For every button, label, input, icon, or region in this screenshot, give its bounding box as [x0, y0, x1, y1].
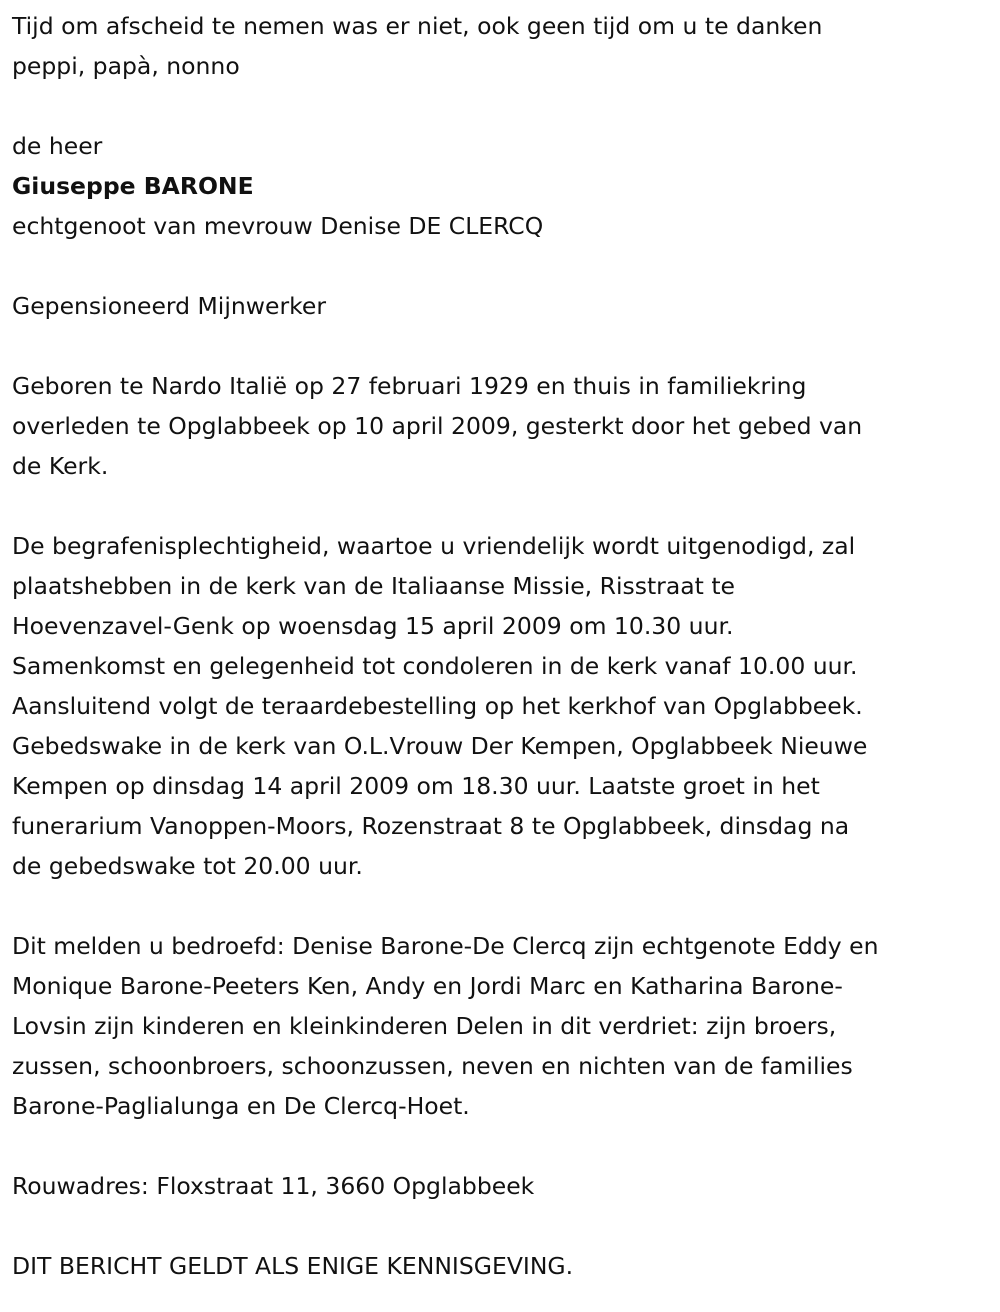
spouse-line: echtgenoot van mevrouw Denise DE CLERCQ [12, 212, 544, 240]
salutation: de heer [12, 132, 103, 160]
text-line: Aansluitend volgt de teraardebestelling op het kerkhof van Opglabbeek. [12, 692, 863, 720]
text-line: De begrafenisplechtigheid, waartoe u vriendelijk wordt uitgenodigd, zal [12, 532, 856, 560]
text-line: Kempen op dinsdag 14 april 2009 om 18.30 uur. Laatste groet in het [12, 772, 820, 800]
text-line: Monique Barone-Peeters Ken, Andy en Jordi Marc en Katharina Barone- [12, 972, 843, 1000]
text-line: Tijd om afscheid te nemen was er niet, ook geen tijd om u te danken [12, 12, 823, 40]
text-line: Hoevenzavel-Genk op woensdag 15 april 2009 om 10.30 uur. [12, 612, 734, 640]
obituary-document [12, 6, 1000, 1286]
family-paragraph [12, 926, 1000, 1126]
mourning-address: Rouwadres: Floxstraat 11, 3660 Opglabbeek [12, 1172, 535, 1200]
text-line: plaatshebben in de kerk van de Italiaanse Missie, Risstraat te [12, 572, 736, 600]
text-line: Barone-Paglialunga en De Clercq-Hoet. [12, 1092, 470, 1120]
text-line: Gebedswake in de kerk van O.L.Vrouw Der Kempen, Opglabbeek Nieuwe [12, 732, 868, 760]
text-line: zussen, schoonbroers, schoonzussen, neven en nichten van de families [12, 1052, 853, 1080]
text-line: Lovsin zijn kinderen en kleinkinderen Delen in dit verdriet: zijn broers, [12, 1012, 837, 1040]
deceased-name: Giuseppe BARONE [12, 172, 254, 200]
funeral-paragraph [12, 526, 1000, 886]
notice-line: DIT BERICHT GELDT ALS ENIGE KENNISGEVING. [12, 1252, 574, 1280]
intro-paragraph [12, 6, 1000, 86]
text-line: de Kerk. [12, 452, 109, 480]
text-line: Samenkomst en gelegenheid tot condoleren in de kerk vanaf 10.00 uur. [12, 652, 858, 680]
text-line: overleden te Opglabbeek op 10 april 2009, gesterkt door het gebed van [12, 412, 863, 440]
birth-death-paragraph [12, 366, 1000, 486]
text-line: funerarium Vanoppen-Moors, Rozenstraat 8 te Opglabbeek, dinsdag na [12, 812, 850, 840]
text-line: de gebedswake tot 20.00 uur. [12, 852, 363, 880]
text-line: Dit melden u bedroefd: Denise Barone-De Clercq zijn echtgenote Eddy en [12, 932, 879, 960]
text-line: Geboren te Nardo Italië op 27 februari 1929 en thuis in familiekring [12, 372, 807, 400]
text-line: peppi, papà, nonno [12, 52, 240, 80]
profession: Gepensioneerd Mijnwerker [12, 292, 326, 320]
